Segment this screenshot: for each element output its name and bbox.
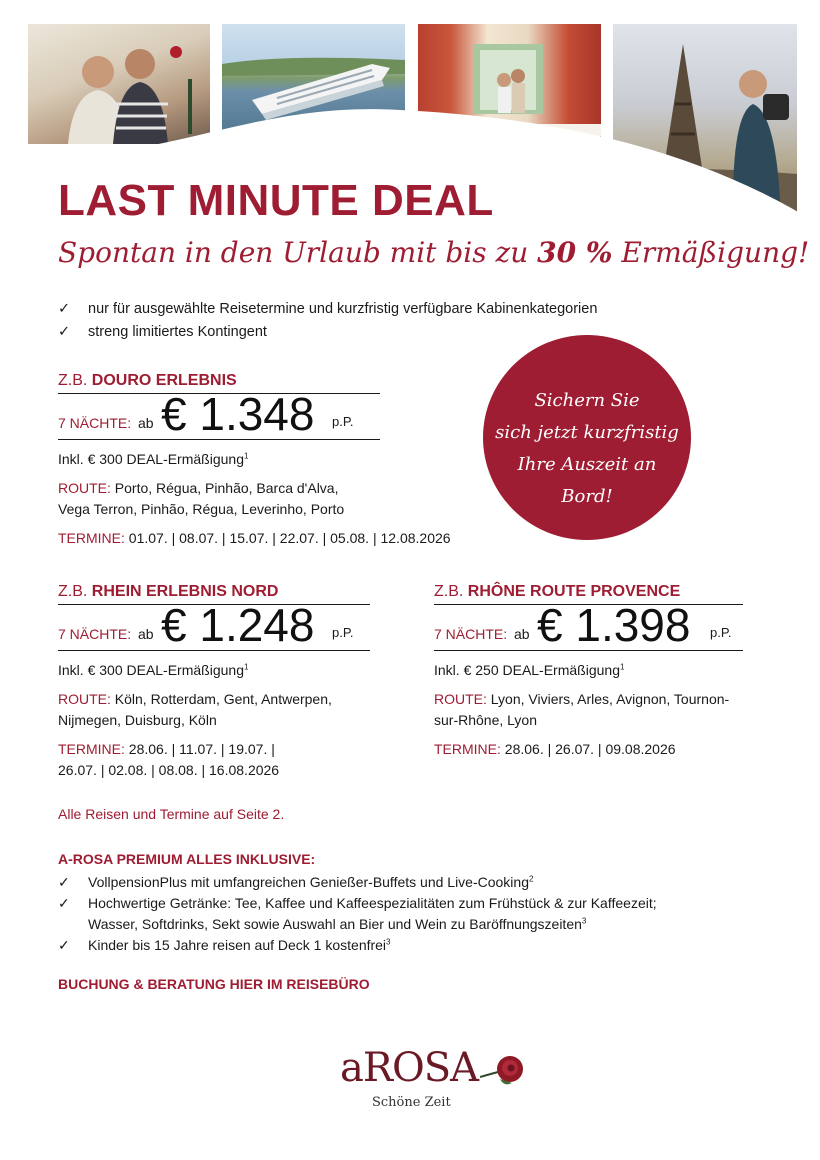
promo-circle-badge: Sichern Sie sich jetzt kurzfristig Ihre Auszeit an Bord! — [483, 335, 691, 540]
nights-label: 7 NÄCHTE: — [434, 626, 508, 642]
nights-label: 7 NÄCHTE: — [58, 415, 132, 431]
check-icon: ✓ — [58, 324, 71, 340]
termine-line: TERMINE: 01.07. | 08.07. | 15.07. | 22.07. | 05.08. | 12.08.2026 — [58, 530, 451, 546]
check-icon: ✓ — [58, 937, 70, 953]
discount-line: Inkl. € 300 DEAL-Ermäßigung$^1$ — [58, 451, 249, 467]
page-title: LAST MINUTE DEAL — [58, 176, 494, 225]
page-subtitle: Spontan in den Urlaub mit bis zu 30 % Ermäßigung! — [58, 236, 810, 269]
ab-label: ab — [138, 415, 154, 431]
deal-heading: Z.B. RHÔNE ROUTE PROVENCE — [434, 583, 743, 605]
route-line: ROUTE: Lyon, Viviers, Arles, Avignon, Tournon- sur-Rhône, Lyon — [434, 691, 730, 728]
deal-details — [58, 660, 370, 781]
per-person-label: p.P. — [332, 414, 354, 429]
route-line: ROUTE: Köln, Rotterdam, Gent, Antwerpen, Nijmegen, Duisburg, Köln — [58, 691, 332, 728]
checklist-item: ✓ nur für ausgewählte Reisetermine und kurzfristig verfügbare Kabinenkategorien — [58, 298, 597, 321]
check-icon: ✓ — [58, 895, 70, 911]
price-row — [58, 388, 380, 440]
deal-heading: Z.B. RHEIN ERLEBNIS NORD — [58, 583, 370, 605]
deal-price: € 1.398 — [537, 599, 691, 651]
inclusive-heading: A-ROSA PREMIUM ALLES INKLUSIVE: — [58, 851, 316, 867]
deal-heading: Z.B. DOURO ERLEBNIS — [58, 372, 380, 394]
discount-line: Inkl. € 300 DEAL-Ermäßigung$^1$ — [58, 662, 249, 678]
termine-line: TERMINE: 28.06. | 26.07. | 09.08.2026 — [434, 741, 676, 757]
check-icon: ✓ — [58, 301, 71, 317]
termine-line: TERMINE: 28.06. | 11.07. | 19.07. | 26.07. | 02.08. | 08.08. | 16.08.2026 — [58, 741, 280, 778]
per-person-label: p.P. — [710, 625, 732, 640]
inclusive-item: ✓ VollpensionPlus mit umfangreichen Genießer-Buffets und Live-Cooking$^2$ — [58, 872, 778, 893]
inclusive-item: ✓ Kinder bis 15 Jahre reisen auf Deck 1 kostenfrei$^3$ — [58, 935, 778, 956]
rose-icon — [480, 1051, 526, 1091]
logo-wordmark: aROSA — [340, 1045, 479, 1091]
price-row — [434, 599, 743, 651]
deal-details — [434, 660, 743, 760]
check-icon: ✓ — [58, 874, 70, 890]
per-person-label: p.P. — [332, 625, 354, 640]
deal-price: € 1.248 — [161, 599, 315, 651]
nights-label: 7 NÄCHTE: — [58, 626, 132, 642]
deal-rhein — [58, 583, 370, 781]
all-trips-link-text: Alle Reisen und Termine auf Seite 2. — [58, 806, 285, 822]
price-row — [58, 599, 370, 651]
deal-details — [58, 449, 451, 549]
logo-tagline: Schöne Zeit — [372, 1095, 451, 1110]
deal-douro — [58, 372, 451, 549]
feature-checklist — [58, 298, 597, 344]
inclusive-list — [58, 872, 778, 956]
arosa-logo — [340, 1045, 530, 1115]
inclusive-item: ✓ Hochwertige Getränke: Tee, Kaffee und Kaffeespezialitäten zum Frühstück & zur Kaffeezeit; Wasser, Softdrinks, Sekt sowie Auswahl an Bier und Wein zu Baröffnungszeiten$^3$ — [58, 895, 657, 932]
route-line: ROUTE: Porto, Régua, Pinhão, Barca d'Alva, Vega Terron, Pinhão, Régua, Leverinho, Porto — [58, 480, 345, 517]
ab-label: ab — [514, 626, 530, 642]
ab-label: ab — [138, 626, 154, 642]
checklist-item: ✓ streng limitiertes Kontingent — [58, 321, 597, 344]
deal-price: € 1.348 — [161, 388, 315, 440]
discount-line: Inkl. € 250 DEAL-Ermäßigung$^1$ — [434, 662, 625, 678]
booking-note: BUCHUNG & BERATUNG HIER IM REISEBÜRO — [58, 976, 370, 992]
deal-rhone — [434, 583, 743, 760]
